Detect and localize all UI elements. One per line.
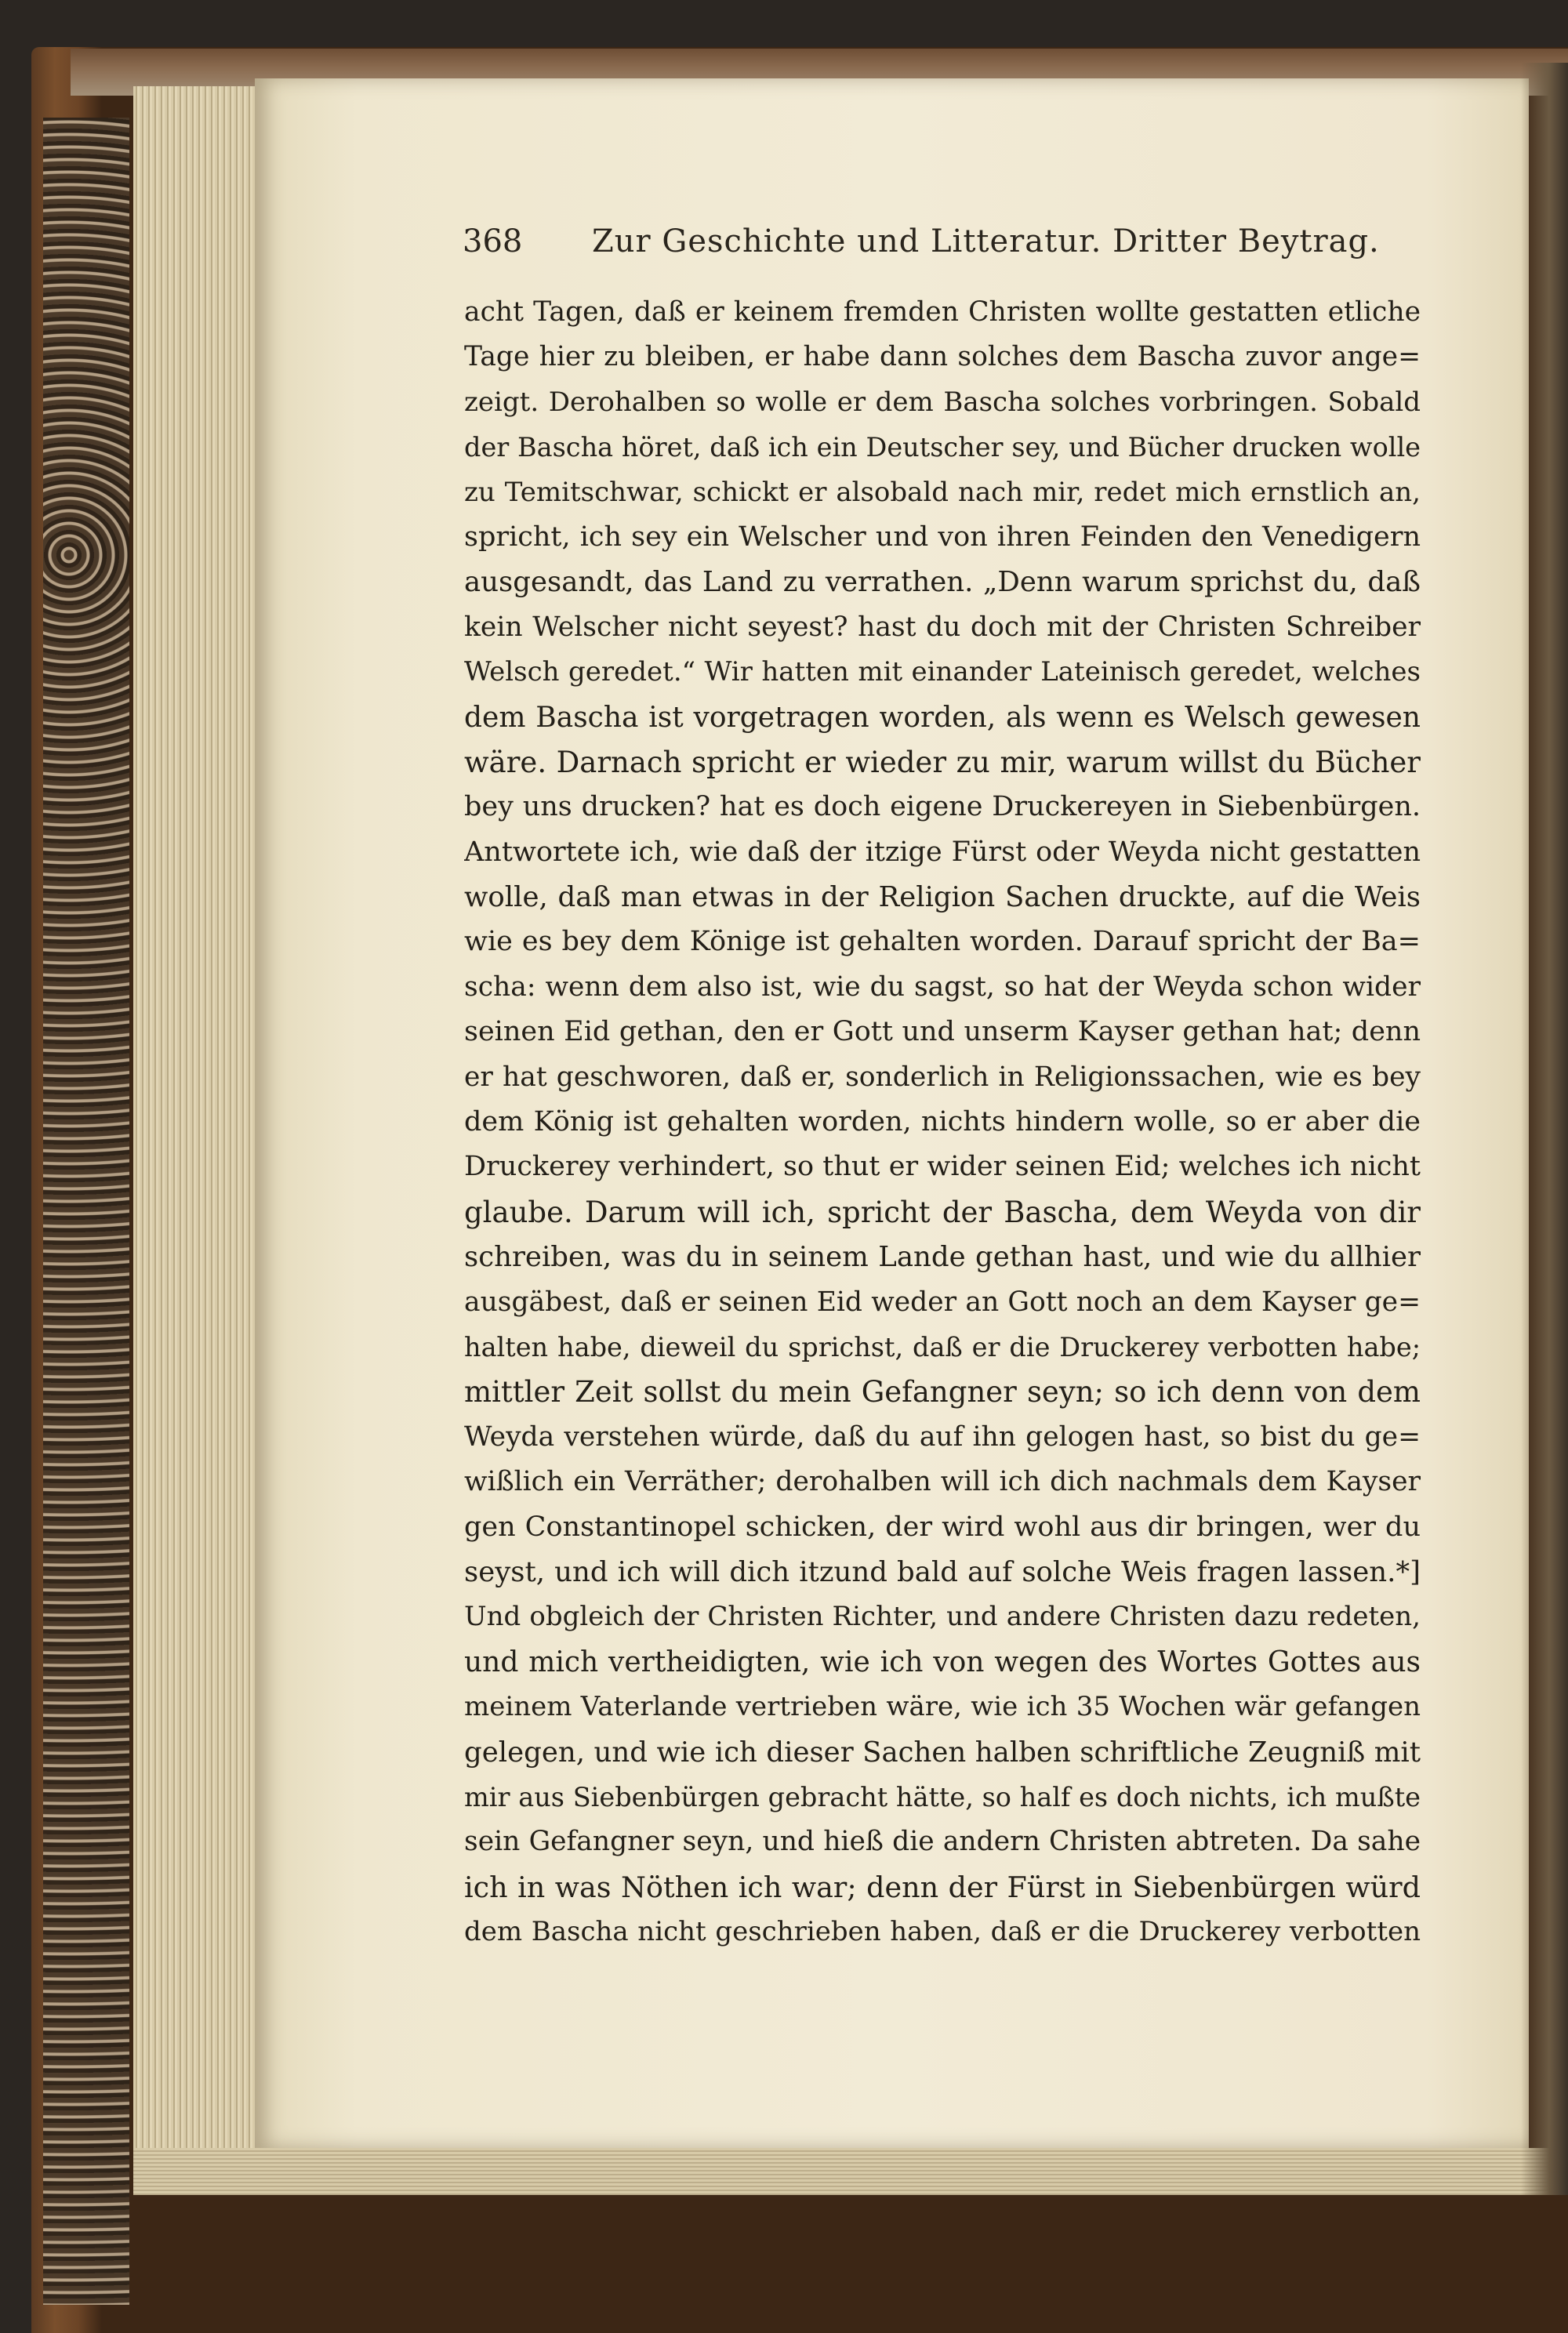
text-line: dem König ist gehalten worden, nichts hindern wolle, so er aber die	[464, 1106, 1421, 1138]
text-line: schreiben, was du in seinem Lande gethan hast, und wie du allhier	[464, 1241, 1421, 1274]
text-line: wißlich ein Verräther; derohalben will ich dich nachmals dem Kayser	[464, 1466, 1421, 1498]
text-line: wolle, daß man etwas in der Religion Sachen druckte, auf die Weis	[464, 881, 1421, 914]
marbled-endpaper	[43, 118, 129, 2305]
text-line: Weyda verstehen würde, daß du auf ihn gelogen hast, so bist du ge=	[464, 1420, 1421, 1453]
page-header	[463, 223, 1380, 270]
gutter-shadow	[1521, 63, 1568, 2195]
text-line: spricht, ich sey ein Welscher und von ihren Feinden den Venedigern	[464, 521, 1421, 553]
text-line: mittler Zeit sollst du mein Gefangner seyn; so ich denn von dem	[464, 1375, 1421, 1410]
text-line: ausgesandt, das Land zu verrathen. „Denn warum sprichst du, daß	[464, 566, 1421, 599]
running-head: Zur Geschichte und Litteratur. Dritter Beytrag.	[592, 223, 1380, 259]
text-line: Antwortete ich, wie daß der itzige Fürst oder Weyda nicht gestatten	[464, 836, 1421, 868]
text-line: meinem Vaterlande vertrieben wäre, wie ich 35 Wochen wär gefangen	[464, 1691, 1421, 1723]
text-line: der Bascha höret, daß ich ein Deutscher sey, und Bücher drucken wolle	[464, 432, 1421, 463]
text-line: mir aus Siebenbürgen gebracht hätte, so half es doch nichts, ich mußte	[464, 1781, 1421, 1812]
page-edges	[133, 86, 274, 2172]
text-line: acht Tagen, daß er keinem fremden Christen wollte gestatten etliche	[464, 296, 1421, 328]
text-line: seyst, und ich will dich itzund bald auf solche Weis fragen lassen.*]	[464, 1555, 1421, 1588]
text-line: glaube. Darum will ich, spricht der Bascha, dem Weyda von dir	[464, 1195, 1421, 1229]
text-line: Und obgleich der Christen Richter, und andere Christen dazu redeten,	[464, 1601, 1421, 1633]
text-line: dem Bascha nicht geschrieben haben, daß er die Druckerey verbotten	[464, 1916, 1421, 1948]
text-line: Druckerey verhindert, so thut er wider seinen Eid; welches ich nicht	[464, 1151, 1421, 1183]
body-text	[464, 290, 1421, 1954]
text-line: bey uns drucken? hat es doch eigene Druckereyen in Siebenbürgen.	[464, 791, 1421, 823]
text-line: kein Welscher nicht seyest? hast du doch mit der Christen Schreiber	[464, 611, 1421, 643]
text-line: scha: wenn dem also ist, wie du sagst, so hat der Weyda schon wider	[464, 971, 1421, 1003]
text-line: zu Temitschwar, schickt er alsobald nach mir, redet mich ernstlich an,	[464, 476, 1421, 508]
text-line: und mich vertheidigten, wie ich von wegen des Wortes Gottes aus	[464, 1645, 1421, 1678]
text-line: sein Gefangner seyn, und hieß die andern Christen abtreten. Da sahe	[464, 1826, 1421, 1858]
page-number: 368	[463, 223, 523, 259]
text-line: er hat geschworen, daß er, sonderlich in Religionssachen, wie es bey	[464, 1061, 1421, 1093]
text-line: zeigt. Derohalben so wolle er dem Bascha solches vorbringen. Sobald	[464, 386, 1421, 418]
text-line: wäre. Darnach spricht er wieder zu mir, warum willst du Bücher	[464, 745, 1421, 779]
text-line: ausgäbest, daß er seinen Eid weder an Gott noch an dem Kayser ge=	[464, 1286, 1421, 1318]
text-line: dem Bascha ist vorgetragen worden, als wenn es Welsch gewesen	[464, 701, 1421, 734]
text-line: seinen Eid gethan, den er Gott und unserm Kayser gethan hat; denn	[464, 1016, 1421, 1048]
text-line: Tage hier zu bleiben, er habe dann solches dem Bascha zuvor ange=	[464, 341, 1421, 373]
text-line: gelegen, und wie ich dieser Sachen halben schriftliche Zeugniß mit	[464, 1736, 1421, 1769]
text-line: Welsch geredet.“ Wir hatten mit einander Lateinisch geredet, welches	[464, 656, 1421, 688]
text-line: gen Constantinopel schicken, der wird wohl aus dir bringen, wer du	[464, 1511, 1421, 1543]
text-line: ich in was Nöthen ich war; denn der Fürst in Siebenbürgen würd	[464, 1870, 1421, 1904]
text-line: halten habe, dieweil du sprichst, daß er die Druckerey verbotten habe;	[464, 1331, 1421, 1362]
page-edges-bottom	[133, 2148, 1568, 2195]
text-line: wie es bey dem Könige ist gehalten worden. Darauf spricht der Ba=	[464, 926, 1421, 958]
